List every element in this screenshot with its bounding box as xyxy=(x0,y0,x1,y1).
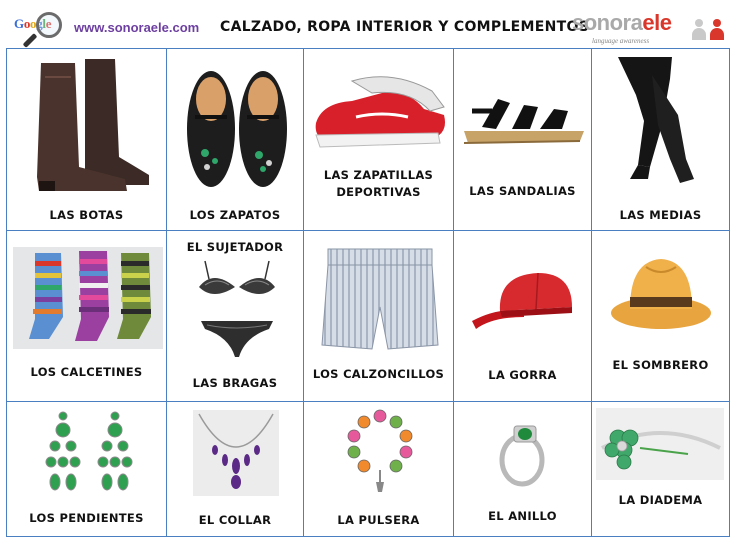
bra-icon xyxy=(195,259,279,303)
card-underwear xyxy=(166,230,304,402)
page-title: CALZADO, ROPA INTERIOR Y COMPLEMENTOS xyxy=(220,19,590,35)
label-hat: EL SOMBRERO xyxy=(612,358,709,372)
socks-icon xyxy=(13,247,163,349)
label-bracelet: LA PULSERA xyxy=(337,513,420,527)
magnifier-handle xyxy=(23,33,38,48)
card-shoes xyxy=(166,48,304,231)
card-necklace xyxy=(166,401,304,537)
headband-icon xyxy=(596,408,724,480)
card-boots xyxy=(6,48,167,231)
ring-icon xyxy=(498,416,550,488)
card-hat xyxy=(591,230,730,402)
people-icon xyxy=(692,14,728,40)
label-shoes: LOS ZAPATOS xyxy=(189,208,281,222)
card-cap xyxy=(453,230,592,402)
card-socks xyxy=(6,230,167,402)
label-boxers: LOS CALZONCILLOS xyxy=(312,367,445,381)
label-boots: LAS BOTAS xyxy=(49,208,124,222)
card-boxers xyxy=(303,230,454,402)
label-socks: LOS CALCETINES xyxy=(30,365,143,379)
cap-icon xyxy=(468,267,580,333)
card-earrings xyxy=(6,401,167,537)
earrings-icon xyxy=(43,410,137,494)
label-bra: EL SUJETADOR xyxy=(186,240,284,254)
bracelet-icon xyxy=(342,408,418,500)
card-tights xyxy=(591,48,730,231)
label-cap: LA GORRA xyxy=(488,368,557,382)
sandal-icon xyxy=(462,89,586,149)
label-sandals: LAS SANDALIAS xyxy=(469,184,576,198)
card-bracelet xyxy=(303,401,454,537)
site-url[interactable]: www.sonoraele.com xyxy=(74,20,200,35)
label-panties: LAS BRAGAS xyxy=(192,376,278,390)
panties-icon xyxy=(199,317,275,361)
card-headband xyxy=(591,401,730,537)
brand-name: sonoraele xyxy=(572,10,672,35)
card-sneakers xyxy=(303,48,454,231)
shoes-icon xyxy=(179,57,294,192)
label-necklace: EL COLLAR xyxy=(198,513,272,527)
label-headband: LA DIADEMA xyxy=(618,493,703,507)
brand-tagline: language awareness xyxy=(592,37,650,45)
sneaker-icon xyxy=(312,71,448,153)
google-word: Google xyxy=(14,16,52,31)
necklace-icon xyxy=(193,410,279,496)
header xyxy=(0,0,736,50)
tights-icon xyxy=(614,55,706,191)
hat-icon xyxy=(606,251,716,337)
magnifier-icon xyxy=(36,12,62,38)
brand-logo xyxy=(572,10,732,48)
card-ring xyxy=(453,401,592,537)
card-sandals xyxy=(453,48,592,231)
label-tights: LAS MEDIAS xyxy=(619,208,702,222)
vocabulary-grid xyxy=(6,48,730,539)
label-sneakers: LAS ZAPATILLAS DEPORTIVAS xyxy=(323,168,434,200)
label-ring: EL ANILLO xyxy=(488,509,557,523)
label-earrings: LOS PENDIENTES xyxy=(29,511,144,525)
boxers-icon xyxy=(318,245,442,355)
boots-icon xyxy=(27,57,152,192)
